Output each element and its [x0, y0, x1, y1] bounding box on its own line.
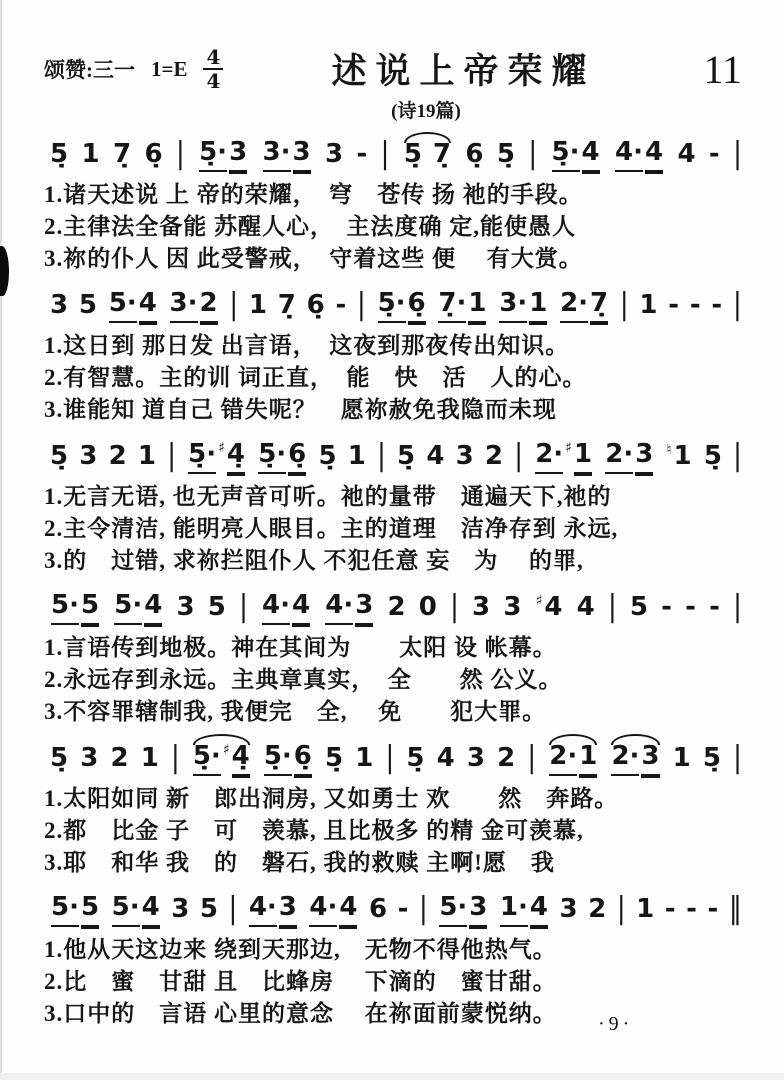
note-token: 4	[544, 592, 563, 622]
note-token: 4	[677, 139, 696, 169]
note-token: 5̣	[325, 743, 344, 773]
note-token: 3·	[499, 290, 527, 323]
lyric-line: 2.主律法全备能 苏醒人心， 主法度确 定,能使愚人	[44, 214, 576, 239]
note-token: 5·	[109, 290, 137, 323]
note-token: 5̣	[50, 139, 69, 169]
note-token: 6̣	[306, 290, 325, 320]
barline: |	[733, 136, 742, 171]
note-token: 2	[110, 743, 129, 773]
note-token: 1	[579, 743, 597, 776]
music-system	[44, 731, 748, 879]
note-token: 4	[530, 894, 548, 927]
note-token: -	[707, 894, 719, 924]
barline: |	[733, 438, 742, 473]
note-token: 5̣·	[264, 743, 292, 776]
music-notation-line	[44, 429, 748, 481]
note-token: 5·	[439, 894, 467, 927]
page-edge-shadow-bottom	[0, 1073, 784, 1080]
note-group	[437, 290, 487, 323]
barline: |	[229, 287, 239, 322]
note-token: 5̣	[50, 743, 69, 773]
note-group	[534, 441, 593, 474]
music-system	[44, 580, 748, 728]
music-notation-line	[44, 731, 748, 783]
note-token: 3·	[263, 139, 291, 172]
note-group	[262, 139, 312, 172]
note-token: 3	[176, 592, 195, 622]
note-token: 4	[139, 290, 157, 323]
note-token: 4	[582, 139, 600, 172]
barline: |	[167, 438, 176, 473]
note-token: 4̣	[227, 441, 245, 474]
note-token: 6	[369, 894, 388, 924]
note-token: -	[664, 894, 676, 924]
music-system	[44, 127, 748, 275]
barline: |	[619, 287, 629, 322]
note-token: 7̣	[277, 290, 296, 320]
note-token: -	[668, 290, 680, 320]
barline: ‖	[728, 891, 742, 926]
barline: |	[616, 891, 626, 926]
barline: |	[175, 136, 185, 171]
note-token: 3	[229, 139, 247, 172]
note-token: 5̣·	[378, 290, 406, 323]
note-token: 4·	[262, 592, 290, 625]
lyric-line: 3.的 过错, 求祢拦阻仆人 不犯任意 妄 为 的罪,	[44, 548, 584, 573]
note-token: -	[711, 290, 723, 320]
lyric-line: 2.永远存到永远。主典章真实， 全 然 公义。	[44, 667, 563, 692]
note-token: -	[686, 894, 697, 924]
music-notation-line	[44, 127, 748, 179]
note-group	[324, 592, 374, 625]
music-notation-line	[44, 278, 748, 330]
barline: |	[380, 136, 390, 171]
music-system	[44, 882, 748, 1030]
note-group	[113, 592, 163, 625]
note-token: 3	[466, 743, 485, 773]
lyric-line: 1.言语传到地极。神在其间为 太阳 设 帐幕。	[44, 635, 557, 660]
note-group	[50, 592, 100, 625]
note-token: 2	[108, 441, 127, 471]
barline: |	[385, 740, 395, 775]
lyric-line: 1.太阳如同 新 郎出洞房, 又如勇士 欢 然 奔路。	[44, 786, 619, 811]
music-systems	[44, 127, 748, 1030]
note-token: 1	[355, 743, 374, 773]
note-group	[169, 290, 219, 323]
barline: |	[733, 740, 742, 775]
note-token: 4	[339, 894, 357, 927]
note-token: 4	[576, 592, 595, 622]
note-token: 2·	[611, 743, 639, 776]
note-token: 3	[503, 592, 522, 622]
barline: |	[514, 438, 523, 473]
lyric-line: 3.谁能知 道自己 错失呢？ 愿祢赦免我隐而未现	[44, 397, 557, 422]
lyric-line: 3.耶 和华 我 的 磐石, 我的救赎 主啊!愿 我	[44, 850, 555, 875]
barline: |	[228, 891, 238, 926]
note-token: 4	[426, 441, 445, 471]
note-token: 5̣	[406, 743, 425, 773]
barline: |	[239, 589, 248, 624]
note-token: 5̣·	[258, 441, 286, 474]
barline: |	[357, 287, 366, 322]
note-token: 5	[81, 592, 99, 625]
note-token: -	[685, 592, 696, 622]
note-token: 5·	[114, 592, 142, 625]
note-group	[108, 290, 158, 323]
note-token: 2·	[549, 743, 577, 776]
note-token: 3	[635, 441, 653, 474]
note-token: 5·	[51, 894, 79, 927]
note-group-slur	[548, 743, 598, 776]
note-token: 6̣	[294, 743, 312, 776]
note-token: 5̣	[318, 441, 337, 471]
note-group	[198, 139, 248, 172]
music-notation-line	[44, 882, 748, 934]
page-number: ·9·	[598, 1013, 634, 1035]
note-token: 6̣	[408, 290, 426, 323]
note-token: 4	[292, 592, 310, 625]
note-token: 1	[81, 139, 100, 169]
note-token: 4·	[325, 592, 353, 625]
time-signature-denominator: 4	[206, 69, 221, 93]
barline: |	[607, 589, 617, 624]
note-token: 1	[529, 290, 547, 323]
note-group	[498, 290, 548, 323]
note-token: 4	[645, 139, 663, 172]
note-token: 2·	[560, 290, 588, 323]
note-group	[666, 443, 693, 474]
note-group	[111, 894, 161, 927]
note-token: 3	[80, 743, 99, 773]
key-signature: 1=E	[151, 56, 188, 81]
lyric-line: 2.比 蜜 甘甜 且 比蜂房 下滴的 蜜甘甜。	[44, 969, 557, 994]
note-token: 5	[199, 894, 218, 924]
page-edge-shadow	[0, 0, 2, 1080]
lyric-line: 1.诸天述说 上 帝的荣耀， 穹 苍传 扬 祂的手段。	[44, 182, 583, 207]
note-group-slur	[403, 141, 452, 172]
note-token: 0	[418, 592, 437, 622]
lyric-line: 2.有智慧。主的训 词正直， 能 快 活 人的心。	[44, 365, 587, 390]
note-token: 1	[248, 290, 267, 320]
note-token: 4	[144, 592, 162, 625]
barline: |	[732, 287, 742, 322]
note-token: 5	[78, 290, 97, 320]
accidental-icon: ♮	[666, 442, 672, 458]
note-token: 2·	[535, 441, 563, 474]
note-token: 3	[325, 139, 344, 169]
note-token: 7̣	[432, 139, 452, 169]
note-token: -	[356, 139, 368, 169]
note-group	[535, 594, 564, 625]
note-token: 1	[137, 441, 156, 471]
note-token: 7̣	[590, 290, 608, 323]
lyric-line: 1.这日到 那日发 出言语， 这夜到那夜传出知识。	[44, 333, 570, 358]
note-token: 4	[436, 743, 455, 773]
note-token: 3	[469, 894, 487, 927]
note-token: 5̣	[50, 441, 69, 471]
note-token: 5	[207, 592, 226, 622]
note-token: 2·	[605, 441, 633, 474]
header-meta	[44, 47, 223, 91]
music-system	[44, 429, 748, 577]
note-token: 5̣·	[193, 743, 221, 776]
note-token: 3·	[170, 290, 198, 323]
note-token: 5̣	[703, 441, 722, 471]
note-token: -	[661, 592, 672, 622]
note-token: 3	[293, 139, 311, 172]
note-token: 3	[355, 592, 373, 625]
barline: |	[527, 740, 537, 775]
note-token: -	[709, 592, 720, 622]
note-token: -	[397, 894, 409, 924]
note-group	[604, 441, 654, 474]
note-group	[263, 743, 313, 776]
note-token: 4·	[249, 894, 277, 927]
note-group	[257, 441, 307, 474]
note-token: 5̣·	[199, 139, 227, 172]
barline: |	[733, 589, 742, 624]
note-token: 4	[142, 894, 160, 927]
note-group	[187, 441, 246, 474]
note-token: 5̣	[397, 441, 416, 471]
note-group-slur	[192, 743, 251, 776]
note-token: 5̣	[403, 139, 422, 169]
note-token: 3	[559, 894, 578, 924]
lyric-line: 2.都 比金 子 可 羡慕, 且比极多 的精 金可羡慕,	[44, 818, 584, 843]
note-token: 5	[81, 894, 99, 927]
note-token: -	[708, 139, 720, 169]
note-token: 2	[588, 894, 607, 924]
time-signature	[203, 47, 223, 91]
note-token: 4̣	[232, 743, 250, 776]
note-token: 4·	[309, 894, 337, 927]
note-token: 3	[641, 743, 659, 776]
lyric-line: 3.祢的仆人 因 此受警戒， 守着这些 便 有大赏。	[44, 246, 583, 271]
hymn-category-label: 颂赞:三一	[44, 58, 135, 82]
note-token: 3	[455, 441, 474, 471]
lyric-line: 3.不容罪辖制我, 我便完 全, 免 犯大罪。	[44, 699, 547, 724]
note-group	[248, 894, 298, 927]
music-system	[44, 278, 748, 426]
lyric-line: 3.口中的 言语 心里的意念 在祢面前蒙悦纳。	[44, 1001, 557, 1026]
note-group-slur	[610, 743, 660, 776]
note-token: 5·	[112, 894, 140, 927]
note-token: 3	[279, 894, 297, 927]
barline: |	[377, 438, 386, 473]
accidental-icon: ♯	[565, 440, 572, 456]
note-token: 7̣·	[438, 290, 466, 323]
accidental-icon: ♯	[218, 440, 225, 456]
note-token: 3	[171, 894, 190, 924]
note-group	[438, 894, 488, 927]
note-token: 5̣	[702, 743, 721, 773]
note-group	[499, 894, 549, 927]
lyric-line: 1.他从天这边来 绕到天那边, 无物不得他热气。	[44, 937, 557, 962]
hymn-title: 述说上帝荣耀	[331, 52, 596, 91]
scan-artifact-blob	[0, 246, 9, 296]
note-group	[614, 139, 664, 172]
note-token: 1	[636, 894, 655, 924]
note-token: 5̣·	[188, 441, 216, 474]
note-token: 6̣	[288, 441, 306, 474]
note-token: 2	[200, 290, 218, 323]
music-notation-line	[44, 580, 748, 632]
note-token: 2	[387, 592, 406, 622]
lyric-line: 2.主令清洁, 能明亮人眼目。主的道理 洁净存到 永远,	[44, 516, 619, 541]
hymn-number: 11	[703, 46, 742, 92]
header	[44, 44, 748, 94]
note-token: 5̣·	[552, 139, 580, 172]
note-group	[50, 894, 100, 927]
note-token: 2	[484, 441, 504, 471]
note-token: 5	[629, 592, 648, 622]
note-token: 1	[639, 290, 658, 320]
lyric-line: 1.无言无语, 也无声音可听。祂的量带 通遍天下,祂的	[44, 484, 612, 509]
note-token: 6̣	[465, 139, 484, 169]
note-token: 5·	[51, 592, 79, 625]
note-token: -	[335, 290, 347, 320]
note-group	[551, 139, 601, 172]
note-group	[261, 592, 311, 625]
note-token: 1	[140, 743, 159, 773]
accidental-icon: ♯	[222, 742, 230, 758]
note-token: 2	[497, 743, 516, 773]
note-token: -	[689, 290, 701, 320]
note-token: 1	[574, 441, 592, 474]
note-group	[377, 290, 427, 323]
note-token: 1	[672, 743, 691, 773]
note-token: 4·	[615, 139, 643, 172]
note-token: 1	[347, 441, 366, 471]
note-token: 3	[50, 290, 69, 320]
note-group	[308, 894, 358, 927]
note-token: 1	[673, 441, 692, 471]
note-token: 5̣	[496, 139, 515, 169]
barline: |	[450, 589, 459, 624]
note-token: 7̣	[112, 139, 132, 169]
page-content	[44, 44, 748, 1033]
note-group	[559, 290, 609, 323]
note-token: 6̣	[144, 139, 163, 169]
note-token: 1·	[500, 894, 528, 927]
scripture-reference: (诗19篇)	[391, 101, 461, 122]
note-token: 3	[472, 592, 491, 622]
time-signature-numerator: 4	[203, 47, 223, 70]
note-token: 1	[468, 290, 486, 323]
barline: |	[528, 136, 538, 171]
note-token: 3	[79, 441, 98, 471]
barline: |	[419, 891, 428, 926]
accidental-icon: ♯	[535, 593, 543, 609]
barline: |	[170, 740, 180, 775]
